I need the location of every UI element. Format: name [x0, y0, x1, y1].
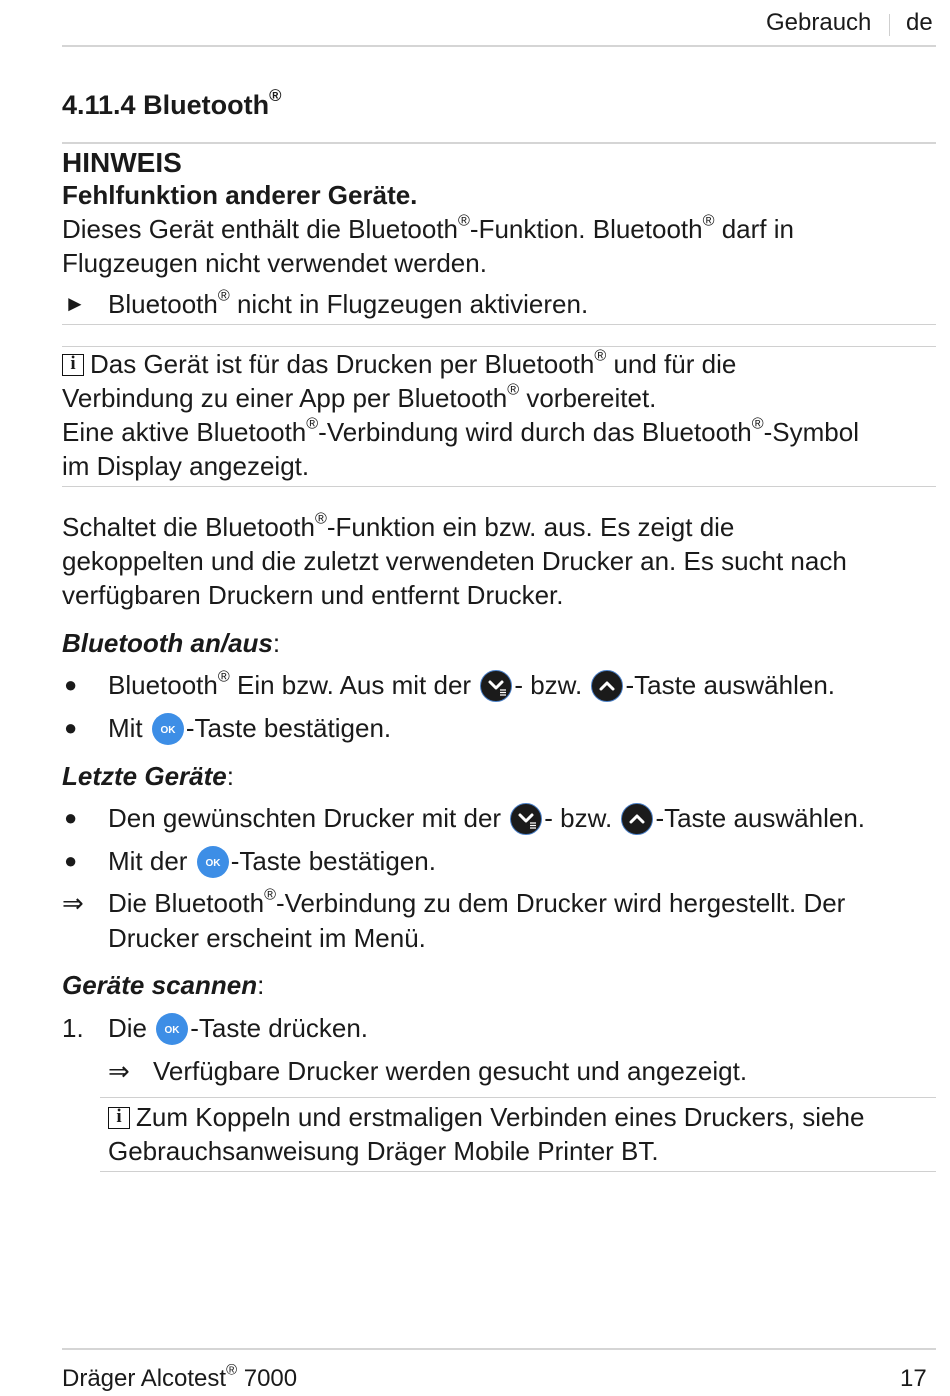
svg-text:OK: OK: [164, 1025, 180, 1036]
up-key-icon: [591, 670, 623, 702]
footer-page-number: 17: [900, 1365, 927, 1392]
section-number: 4.11.4: [62, 90, 136, 120]
info-bottom-rule: [62, 486, 936, 487]
header-lang: de: [906, 9, 933, 36]
intro-line1: Schaltet die Bluetooth®-Funktion ein bzw. aus. Es zeigt die: [62, 509, 735, 542]
last-step2: Mit der OK -Taste bestätigen.: [108, 846, 436, 876]
notice-action-marker: ►: [64, 291, 86, 316]
info-icon: i: [62, 354, 84, 376]
bullet-marker: ●: [64, 848, 78, 873]
header-section: Gebrauch: [766, 9, 872, 36]
result-arrow: ⇒: [62, 888, 84, 918]
info-line3: Eine aktive Bluetooth®-Verbindung wird durch das Bluetooth®-Symbol: [62, 414, 859, 447]
onoff-step1: Bluetooth® Ein bzw. Aus mit der - bzw. -Taste auswählen.: [108, 667, 836, 700]
svg-text:OK: OK: [205, 858, 221, 869]
info-line2: Verbindung zu einer App per Bluetooth® vorbereitet.: [62, 380, 657, 413]
footer-rule: [62, 1348, 936, 1350]
down-key-icon: [510, 803, 542, 835]
intro-line3: verfügbaren Druckern und entfernt Drucker.: [62, 580, 564, 610]
scan-result: Verfügbare Drucker werden gesucht und angezeigt.: [153, 1056, 748, 1086]
onoff-title: Bluetooth an/aus:: [62, 628, 281, 658]
scan-info-top-rule: [100, 1097, 936, 1098]
section-title: Bluetooth: [143, 90, 270, 120]
scan-info-line2: Gebrauchsanweisung Dräger Mobile Printer BT.: [108, 1136, 659, 1166]
header-divider: [889, 14, 890, 36]
scan-step1: Die OK -Taste drücken.: [108, 1013, 368, 1043]
notice-subtitle: Fehlfunktion anderer Geräte.: [62, 180, 418, 210]
intro-line2: gekoppelten und die zuletzt verwendeten Drucker an. Es sucht nach: [62, 546, 847, 576]
info-line1: i Das Gerät ist für das Drucken per Bluetooth® und für die: [62, 347, 736, 381]
scan-step-number: 1.: [62, 1013, 84, 1043]
info-icon: i: [108, 1107, 130, 1129]
ok-key-icon: [197, 846, 229, 878]
notice-top-rule: [62, 142, 936, 144]
up-key-icon: [621, 803, 653, 835]
last-result-line2: Drucker erscheint im Menü.: [108, 923, 426, 953]
notice-label: HINWEIS: [62, 147, 182, 178]
svg-text:OK: OK: [160, 725, 176, 736]
notice-bottom-rule: [62, 324, 936, 325]
bullet-marker: ●: [64, 672, 78, 697]
ok-key-icon: [152, 713, 184, 745]
footer-product: Dräger Alcotest® 7000: [62, 1362, 298, 1392]
last-result-line1: Die Bluetooth®-Verbindung zu dem Drucker wird hergestellt. Der: [108, 885, 846, 918]
scan-info-bottom-rule: [100, 1171, 936, 1172]
bullet-marker: ●: [64, 715, 78, 740]
result-arrow: ⇒: [108, 1056, 130, 1086]
last-step1: Den gewünschten Drucker mit der - bzw. -Taste auswählen.: [108, 803, 865, 833]
last-title: Letzte Geräte:: [62, 761, 234, 791]
notice-action: Bluetooth® nicht in Flugzeugen aktivieren.: [108, 286, 589, 319]
bullet-marker: ●: [64, 805, 78, 830]
notice-text-line2: Flugzeugen nicht verwendet werden.: [62, 248, 487, 278]
down-key-icon: [480, 670, 512, 702]
scan-info-line1: i Zum Koppeln und erstmaligen Verbinden eines Druckers, siehe: [108, 1100, 864, 1134]
header-rule: [62, 45, 936, 47]
notice-text-line1: Dieses Gerät enthält die Bluetooth®-Funktion. Bluetooth® darf in: [62, 211, 794, 244]
section-heading: 4.11.4 Bluetooth®: [62, 85, 282, 120]
ok-key-icon: [156, 1013, 188, 1045]
scan-title: Geräte scannen:: [62, 970, 265, 1000]
onoff-step2: Mit OK -Taste bestätigen.: [108, 713, 392, 743]
info-line4: im Display angezeigt.: [62, 451, 310, 481]
